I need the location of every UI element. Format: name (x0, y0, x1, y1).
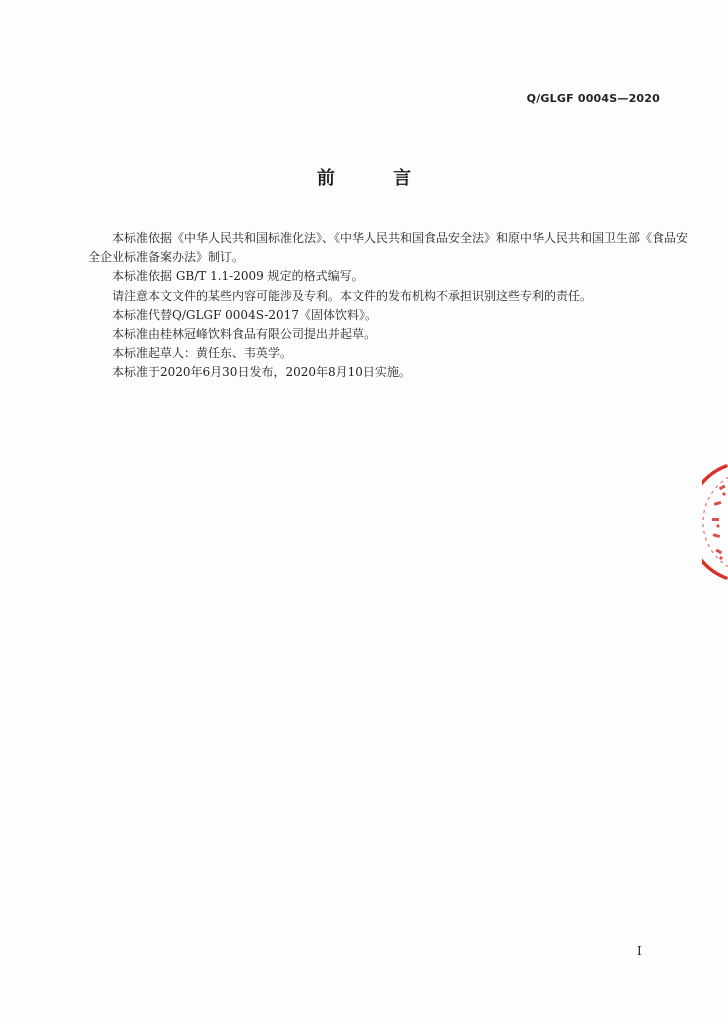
company-seal-icon (702, 462, 728, 582)
paragraph-patent-notice: 请注意本文文件的某些内容可能涉及专利。本文件的发布机构不承担识别这些专利的责任。 (112, 288, 593, 303)
paragraph-dates: 本标准于2020年6月30日发布，2020年8月10日实施。 (112, 365, 411, 380)
page-title: 前 言 (316, 168, 438, 189)
paragraph-format: 本标准依据 GB/T 1.1-2009 规定的格式编写。 (112, 269, 364, 284)
page-number: I (637, 944, 642, 958)
paragraph-proposer: 本标准由桂林冠峰饮料食品有限公司提出并起草。 (112, 327, 377, 342)
paragraph-replaces: 本标准代替Q/GLGF 0004S-2017《固体饮料》。 (112, 307, 377, 322)
paragraph-drafters: 本标准起草人：黄任东、韦英学。 (112, 346, 293, 361)
paragraph-basis: 本标准依据《中华人民共和国标准化法》、《中华人民共和国食品安全法》和原中华人民共和国卫生部《食品安全企业标准备案办法》制订。 (88, 231, 689, 265)
foreword-body (88, 229, 688, 383)
document-code: Q/GLGF 0004S—2020 (526, 92, 660, 105)
